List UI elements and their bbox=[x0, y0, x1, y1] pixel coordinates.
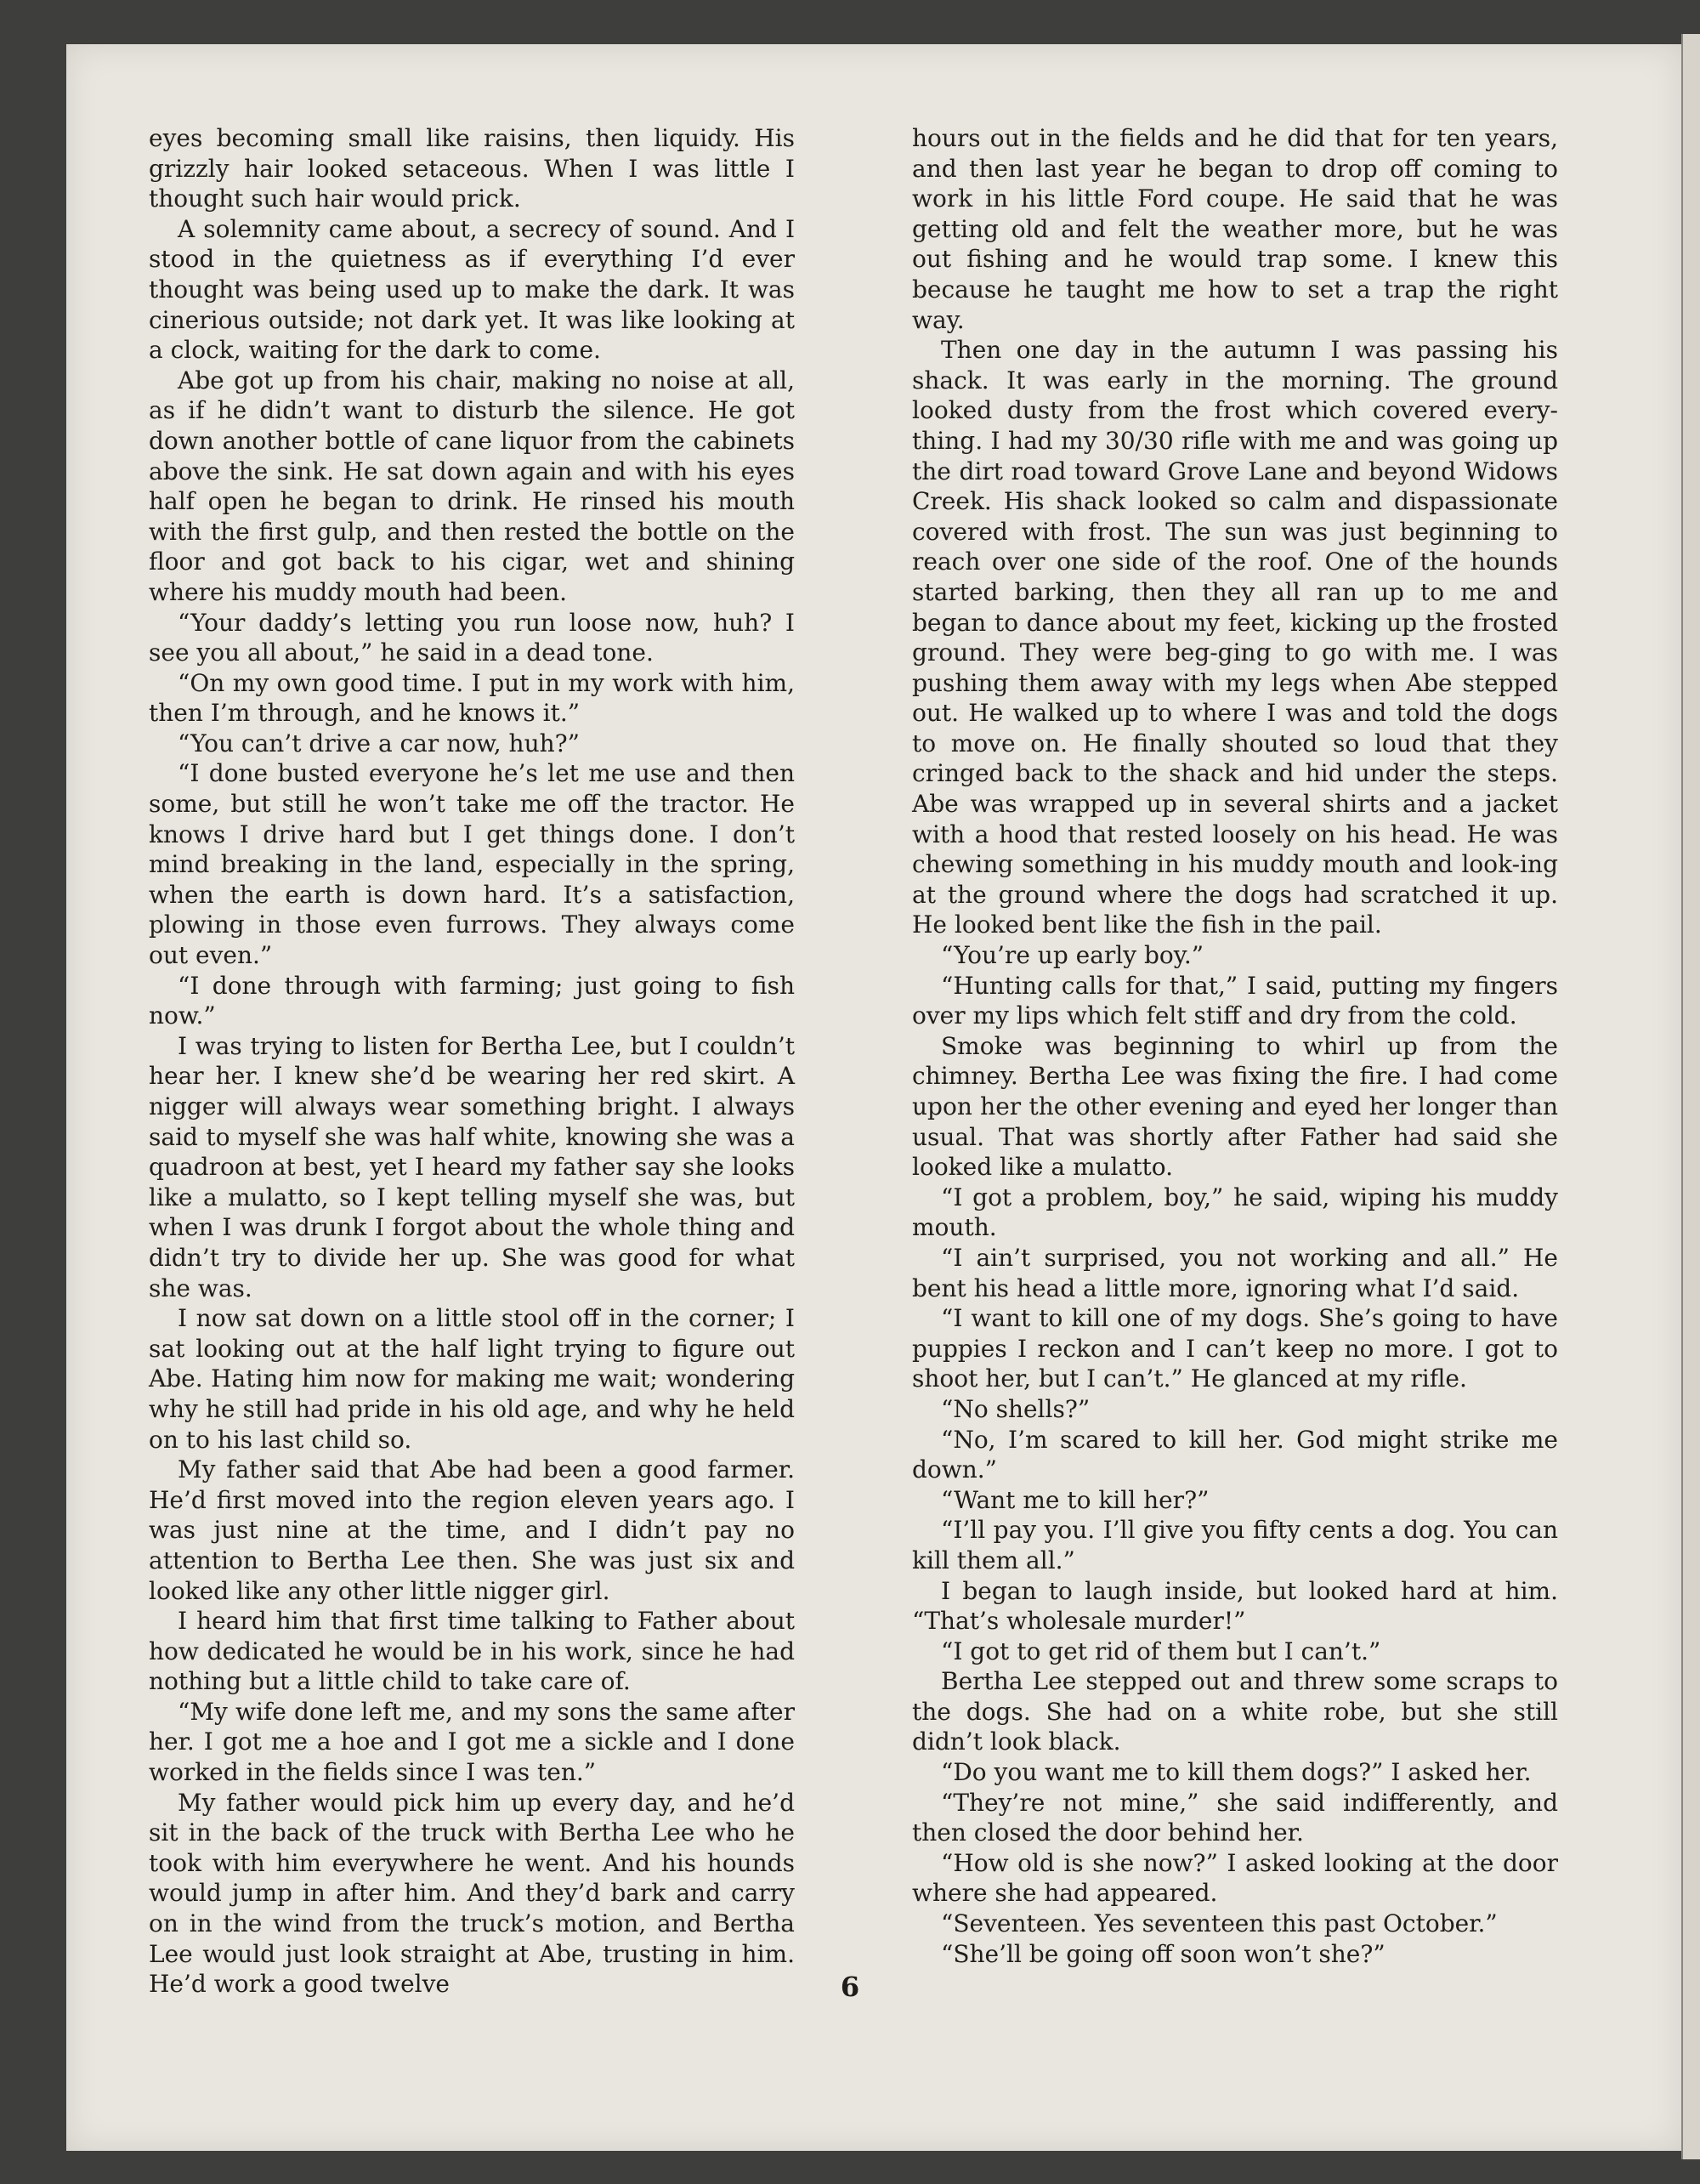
left-text-column bbox=[149, 123, 795, 2000]
paragraph: My father said that Abe had been a good farmer. He’d first moved into the region eleven years ago. I was just nine at the time, and I didn’t pay no attention to Bertha Lee then. She was just six and looked like any other little nigger girl. bbox=[149, 1455, 795, 1605]
paragraph: “Hunting calls for that,” I said, putting my fingers over my lips which felt stiff and dry from the cold. bbox=[912, 971, 1558, 1030]
paragraph: Smoke was beginning to whirl up from the chimney. Bertha Lee was fixing the fire. I had come upon her the other evening and eyed her longer than usual. That was shortly after Father had said she looked like a mulatto. bbox=[912, 1031, 1558, 1182]
paragraph: “Do you want me to kill them dogs?” I asked her. bbox=[941, 1758, 1532, 1787]
page-number: 6 bbox=[840, 1971, 860, 2003]
paragraph: I now sat down on a little stool off in the corner; I sat looking out at the half light trying to figure out Abe. Hating him now for making me wait; wondering why he still had pride in his old age, and why he held on to his last child so. bbox=[149, 1304, 795, 1454]
paragraph: “I want to kill one of my dogs. She’s going to have puppies I reckon and I can’t keep no more. I got to shoot her, but I can’t.” He glanced at my rifle. bbox=[912, 1304, 1558, 1393]
paragraph: “Seventeen. Yes seventeen this past October.” bbox=[941, 1909, 1498, 1938]
paragraph: “No shells?” bbox=[941, 1394, 1091, 1423]
paragraph: “On my own good time. I put in my work with him, then I’m through, and he knows it.” bbox=[149, 668, 795, 728]
paragraph: I heard him that first time talking to Father about how dedicated he would be in his work, since he had nothing but a little child to take care of. bbox=[149, 1607, 795, 1696]
right-text-column bbox=[912, 123, 1558, 1969]
paragraph: “You’re up early boy.” bbox=[941, 941, 1204, 970]
paragraph: Bertha Lee stepped out and threw some scraps to the dogs. She had on a white robe, but she still didn’t look black. bbox=[912, 1667, 1558, 1756]
paragraph: “I got a problem, boy,” he said, wiping his muddy mouth. bbox=[912, 1183, 1558, 1242]
paragraph: “How old is she now?” I asked looking at the door where she had appeared. bbox=[912, 1848, 1558, 1908]
paragraph: “They’re not mine,” she said indifferently, and then closed the door behind her. bbox=[912, 1788, 1558, 1847]
paragraph: I was trying to listen for Bertha Lee, but I couldn’t hear her. I knew she’d be wearing her red skirt. A nigger will always wear something bright. I always said to myself she was half white, knowing she was a quadroon at best, yet I heard my father say she looks like a mulatto, so I kept telling myself she was, but when I was drunk I forgot about the whole thing and didn’t try to divide her up. She was good for what she was. bbox=[149, 1031, 795, 1302]
paragraph: My father would pick him up every day, and he’d sit in the back of the truck with Bertha Lee who he took with him everywhere he went. And his hounds would jump in after him. And they’d bark and carry on in the wind from the truck’s motion, and Bertha Lee would just look straight at Abe, trusting in him. He’d work a good twelve bbox=[149, 1788, 795, 1999]
paragraph: “My wife done left me, and my sons the same after her. I got me a hoe and I got me a sickle and I done worked in the fields since I was ten.” bbox=[149, 1697, 795, 1787]
paragraph: A solemnity came about, a secrecy of sound. And I stood in the quietness as if everything I’d ever thought was being used up to make the dark. It was cinerious outside; not dark yet. It was like looking at a clock, waiting for the dark to come. bbox=[149, 214, 795, 365]
paragraph: hours out in the fields and he did that for ten years, and then last year he began to drop off coming to work in his little Ford coupe. He said that he was getting old and felt the weather more, but he was out fishing and he would trap some. I knew this because he taught me how to set a trap the right way. bbox=[912, 124, 1558, 334]
paragraph: “I’ll pay you. I’ll give you fifty cents a dog. You can kill them all.” bbox=[912, 1516, 1558, 1574]
paragraph: “I done busted everyone he’s let me use and then some, but still he won’t take me off the tractor. He knows I drive hard but I get things done. I don’t mind breaking in the land, especially in the spring, when the earth is down hard. It’s a satisfaction, plowing in those even furrows. They always come out even.” bbox=[149, 759, 795, 970]
paragraph: Then one day in the autumn I was passing his shack. It was early in the morning. The ground looked dusty from the frost which covered every-thing. I had my 30/30 rifle with me and was going up the dirt road toward Grove Lane and beyond Widows Creek. His shack looked so calm and dispassionate covered with frost. The sun was just beginning to reach over one side of the roof. One of the hounds started barking, then they all ran up to me and began to dance about my feet, kicking up the frosted ground. They were beg-ging to go with me. I was pushing them away with my legs when Abe stepped out. He walked up to where I was and told the dogs to move on. He finally shouted so loud that they cringed back to the shack and hid under the steps. Abe was wrapped up in several shirts and a jacket with a hood that rested loosely on his head. He was chewing something in his muddy mouth and look-ing at the ground where the dogs had scratched it up. He looked bent like the fish in the pail. bbox=[912, 336, 1558, 939]
paragraph: “I done through with farming; just going to fish now.” bbox=[149, 971, 795, 1030]
paragraph: “Your daddy’s letting you run loose now, huh? I see you all about,” he said in a dead tone. bbox=[149, 608, 795, 667]
paragraph: “I got to get rid of them but I can’t.” bbox=[941, 1637, 1381, 1665]
paragraph: Abe got up from his chair, making no noise at all, as if he didn’t want to disturb the silence. He got down another bottle of cane liquor from the cabinets above the sink. He sat down again and with his eyes half open he began to drink. He rinsed his mouth with the first gulp, and then rested the bottle on the floor and got back to his cigar, wet and shining where his muddy mouth had been. bbox=[149, 366, 795, 606]
paragraph: eyes becoming small like raisins, then liquidy. His grizzly hair looked setaceous. When I was little I thought such hair would prick. bbox=[149, 124, 795, 213]
paragraph: “Want me to kill her?” bbox=[941, 1485, 1210, 1514]
paragraph: I began to laugh inside, but looked hard at him. “That’s wholesale murder!” bbox=[912, 1576, 1558, 1636]
paragraph: “You can’t drive a car now, huh?” bbox=[178, 729, 580, 757]
page-edge bbox=[1681, 34, 1700, 2159]
paragraph: “I ain’t surprised, you not working and all.” He bent his head a little more, ignoring what I’d said. bbox=[912, 1243, 1558, 1302]
paragraph: “She’ll be going off soon won’t she?” bbox=[941, 1939, 1386, 1968]
paragraph: “No, I’m scared to kill her. God might strike me down.” bbox=[912, 1425, 1558, 1484]
